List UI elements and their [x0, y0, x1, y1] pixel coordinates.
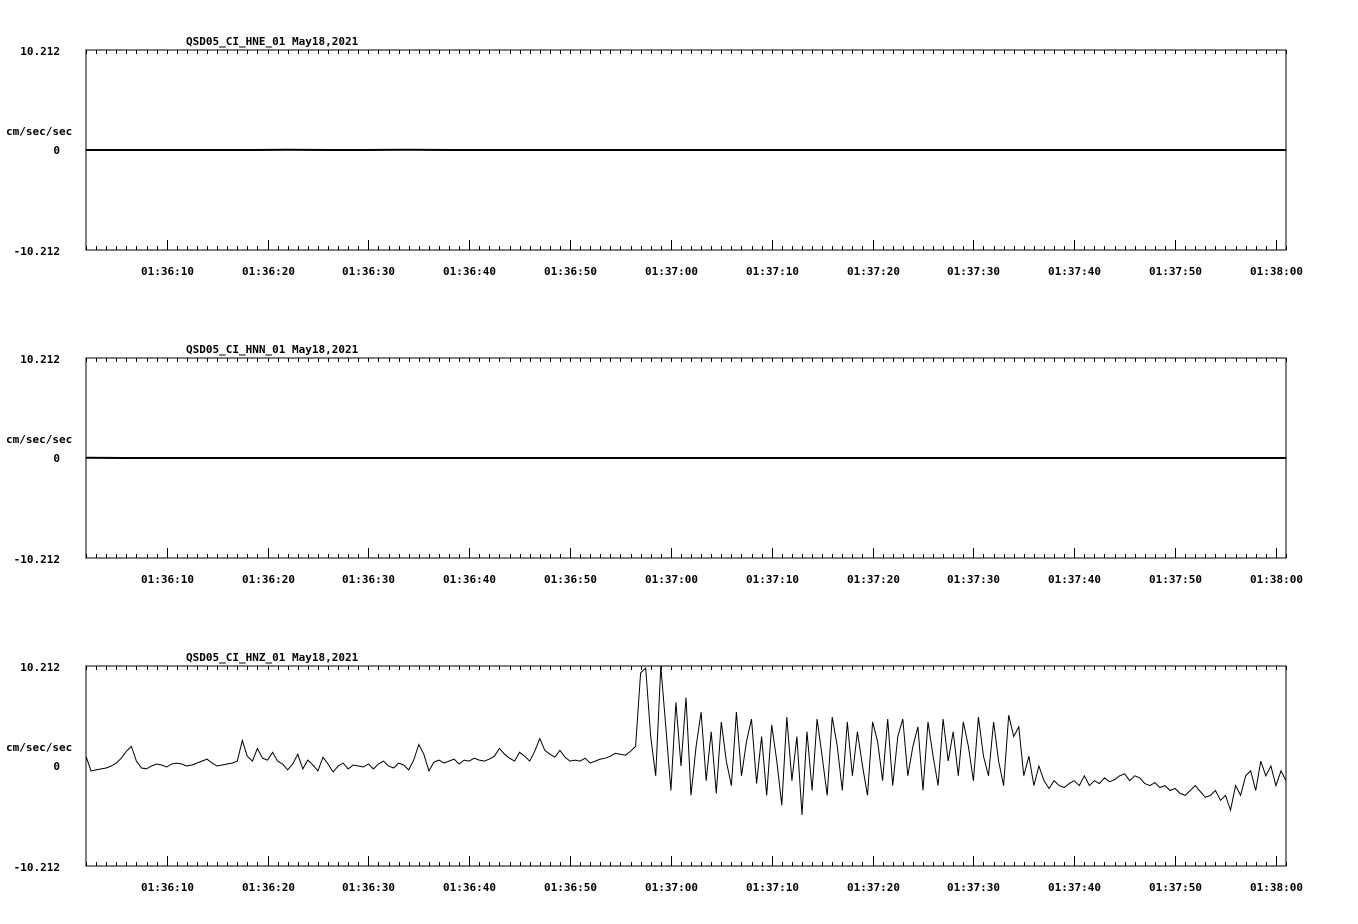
y-tick-min: -10.212	[13, 245, 60, 258]
x-tick-label: 01:37:50	[1149, 881, 1202, 894]
x-minor-ticks	[87, 666, 1287, 866]
x-tick-label: 01:38:00	[1250, 573, 1303, 586]
x-tick-label: 01:36:20	[242, 573, 295, 586]
x-tick-label: 01:36:40	[443, 265, 496, 278]
y-axis-label: cm/sec/sec	[6, 433, 73, 446]
x-tick-label: 01:36:50	[544, 881, 597, 894]
x-tick-label: 01:36:30	[342, 573, 395, 586]
x-tick-label: 01:37:00	[645, 881, 698, 894]
x-tick-label: 01:36:20	[242, 265, 295, 278]
x-tick-label: 01:37:10	[746, 265, 799, 278]
x-tick-label: 01:36:40	[443, 881, 496, 894]
x-tick-label: 01:37:10	[746, 573, 799, 586]
x-tick-label: 01:38:00	[1250, 265, 1303, 278]
x-tick-label: 01:37:20	[847, 573, 900, 586]
x-tick-label: 01:36:20	[242, 881, 295, 894]
x-tick-label: 01:37:00	[645, 265, 698, 278]
x-tick-label: 01:37:00	[645, 573, 698, 586]
panel-title: QSD05_CI_HNZ_01 May18,2021	[186, 651, 359, 664]
plot-frame	[86, 666, 1286, 866]
y-tick-max: 10.212	[20, 45, 60, 58]
y-tick-zero: 0	[53, 760, 60, 773]
x-tick-label: 01:37:40	[1048, 881, 1101, 894]
x-tick-label: 01:36:40	[443, 573, 496, 586]
x-tick-label: 01:37:20	[847, 265, 900, 278]
x-tick-label: 01:36:30	[342, 881, 395, 894]
panel-hne	[6, 35, 1303, 278]
x-tick-label: 01:37:50	[1149, 573, 1202, 586]
x-tick-label: 01:37:30	[947, 265, 1000, 278]
trace-line	[86, 666, 1286, 815]
y-tick-min: -10.212	[13, 861, 60, 874]
y-tick-min: -10.212	[13, 553, 60, 566]
x-tick-label: 01:36:50	[544, 573, 597, 586]
x-tick-label: 01:36:10	[141, 881, 194, 894]
x-tick-label: 01:37:30	[947, 881, 1000, 894]
y-tick-max: 10.212	[20, 353, 60, 366]
x-tick-label: 01:36:30	[342, 265, 395, 278]
x-tick-label: 01:38:00	[1250, 881, 1303, 894]
y-tick-max: 10.212	[20, 661, 60, 674]
x-tick-label: 01:37:40	[1048, 265, 1101, 278]
x-tick-label: 01:36:10	[141, 573, 194, 586]
x-tick-label: 01:36:10	[141, 265, 194, 278]
y-tick-zero: 0	[53, 144, 60, 157]
x-tick-label: 01:37:10	[746, 881, 799, 894]
panel-title: QSD05_CI_HNE_01 May18,2021	[186, 35, 359, 48]
x-tick-label: 01:37:40	[1048, 573, 1101, 586]
y-tick-zero: 0	[53, 452, 60, 465]
panel-title: QSD05_CI_HNN_01 May18,2021	[186, 343, 359, 356]
panel-hnz	[6, 651, 1303, 894]
x-tick-label: 01:37:50	[1149, 265, 1202, 278]
panel-hnn	[6, 343, 1303, 586]
x-tick-label: 01:36:50	[544, 265, 597, 278]
y-axis-label: cm/sec/sec	[6, 741, 73, 754]
x-tick-label: 01:37:20	[847, 881, 900, 894]
y-axis-label: cm/sec/sec	[6, 125, 73, 138]
x-tick-label: 01:37:30	[947, 573, 1000, 586]
